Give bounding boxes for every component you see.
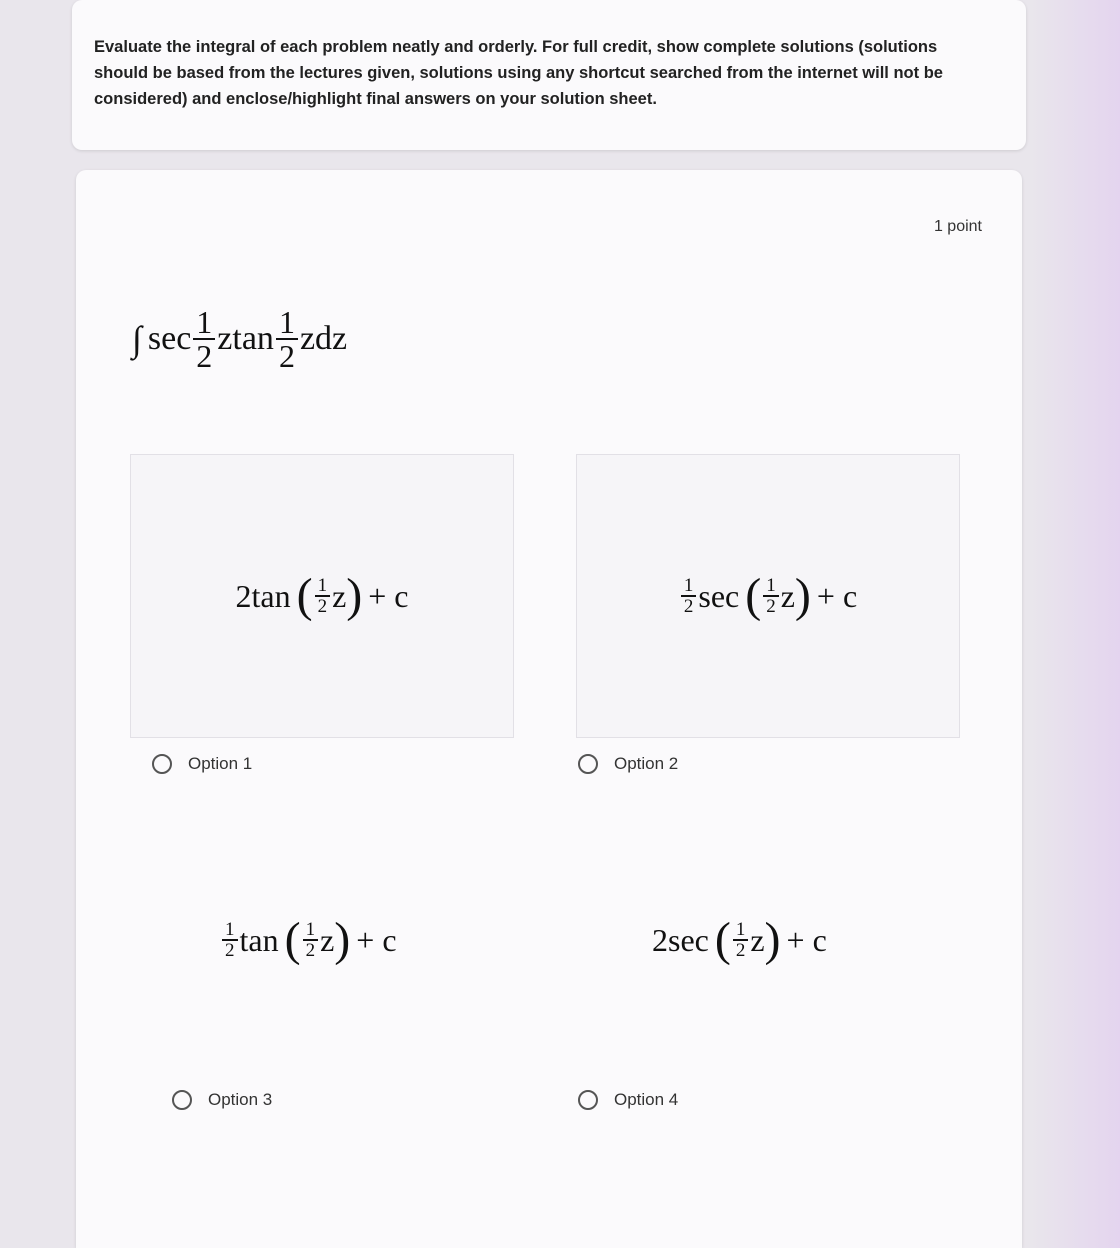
fraction-half: $\frac{1}{2}$ (193, 306, 215, 372)
side-glare (1030, 0, 1120, 1248)
option-4-expression[interactable]: 2 sec ( $\frac{1}{2}$ z ) + c (652, 913, 827, 966)
option-1-radio[interactable] (152, 754, 172, 774)
fraction-half: $\frac{1}{2}$ (315, 576, 331, 616)
integral-expression (132, 306, 347, 372)
fraction-half: $\frac{1}{2}$ (303, 920, 319, 960)
option-4-radio[interactable] (578, 1090, 598, 1110)
option-2-label: Option 2 (614, 754, 679, 773)
option-2-radio-row[interactable] (578, 754, 678, 774)
coefficient-half: $\frac{1}{2}$ (222, 920, 238, 960)
coefficient-half: $\frac{1}{2}$ (681, 576, 697, 616)
option-1-label: Option 1 (188, 754, 253, 773)
option-1-image[interactable] (130, 454, 514, 738)
instructions-text: Evaluate the integral of each problem neatly and orderly. For full credit, show complete solutions (solutions should be based from the lectures given, solutions using any shortcut searched from the internet will not be considered) and enclose/highlight final answers on your solution sheet. (94, 38, 943, 108)
fraction-half: $\frac{1}{2}$ (276, 306, 298, 372)
option-2-radio[interactable] (578, 754, 598, 774)
zdz-text: zdz (299, 320, 348, 357)
sec-text: sec (147, 320, 192, 357)
option-2-image[interactable] (576, 454, 960, 738)
option-1-radio-row[interactable] (152, 754, 252, 774)
option-3-radio-row[interactable] (172, 1090, 272, 1110)
fraction-half: $\frac{1}{2}$ (733, 920, 749, 960)
points-label: 1 point (933, 218, 982, 235)
fraction-half: $\frac{1}{2}$ (763, 576, 779, 616)
instructions-card (72, 0, 1026, 150)
option-4-radio-row[interactable] (578, 1090, 678, 1110)
option-2-expression: $\frac{1}{2}$ sec ( $\frac{1}{2}$ z ) + c (679, 572, 857, 620)
ztan-text: ztan (217, 320, 274, 357)
question-card (76, 170, 1022, 1248)
option-3-label: Option 3 (208, 1090, 273, 1109)
integral-sign: ∫ (132, 319, 142, 359)
option-3-radio[interactable] (172, 1090, 192, 1110)
option-1-expression: 2 tan ( $\frac{1}{2}$ z ) + c (235, 569, 409, 622)
option-4-label: Option 4 (614, 1090, 679, 1109)
option-3-expression[interactable]: $\frac{1}{2}$ tan ( $\frac{1}{2}$ z ) + c (220, 916, 397, 964)
